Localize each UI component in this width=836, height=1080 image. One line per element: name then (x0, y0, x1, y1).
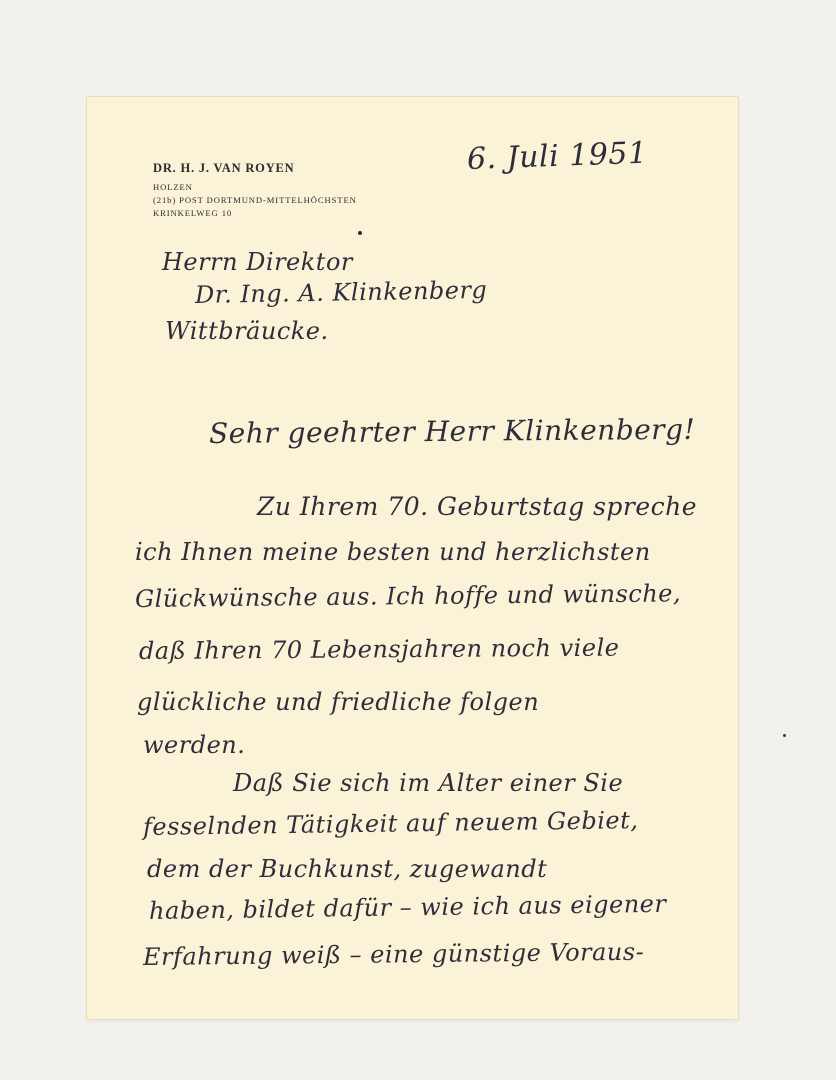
salutation: Sehr geehrter Herr Klinkenberg! (208, 412, 696, 450)
body-line: dem der Buchkunst, zugewandt (147, 855, 548, 883)
letter-date: 6. Juli 1951 (466, 135, 649, 177)
body-line: daß Ihren 70 Lebensjahren noch viele (138, 633, 620, 665)
letterhead-street: KRINKELWEG 10 (153, 208, 233, 218)
body-line: ich Ihnen meine besten und herzlichsten (135, 538, 651, 566)
body-line: haben, bildet dafür – wie ich aus eigener (148, 889, 667, 925)
letterhead (153, 161, 357, 220)
body-line: Zu Ihrem 70. Geburtstag spreche (257, 492, 698, 521)
body-line: fesselnden Tätigkeit auf neuem Gebiet, (142, 806, 639, 841)
dust-speck (783, 734, 786, 737)
body-line: Daß Sie sich im Alter einer Sie (233, 769, 624, 797)
body-line: Erfahrung weiß – eine günstige Voraus- (142, 937, 645, 971)
recipient-line-2: Dr. Ing. A. Klinkenberg (194, 275, 488, 309)
letter-sheet (87, 97, 738, 1019)
letterhead-name: DR. H. J. VAN ROYEN (153, 161, 295, 175)
letterhead-post: (21b) POST DORTMUND-MITTELHÖCHSTEN (153, 195, 357, 205)
body-line: Glückwünsche aus. Ich hoffe und wünsche, (134, 579, 682, 613)
recipient-line-3: Wittbräucke. (165, 317, 329, 345)
body-line: glückliche und friedliche folgen (137, 688, 540, 716)
recipient-line-1: Herrn Direktor (162, 248, 353, 276)
letterhead-town: HOLZEN (153, 182, 193, 192)
ink-dot (358, 231, 362, 235)
body-line: werden. (143, 731, 246, 759)
